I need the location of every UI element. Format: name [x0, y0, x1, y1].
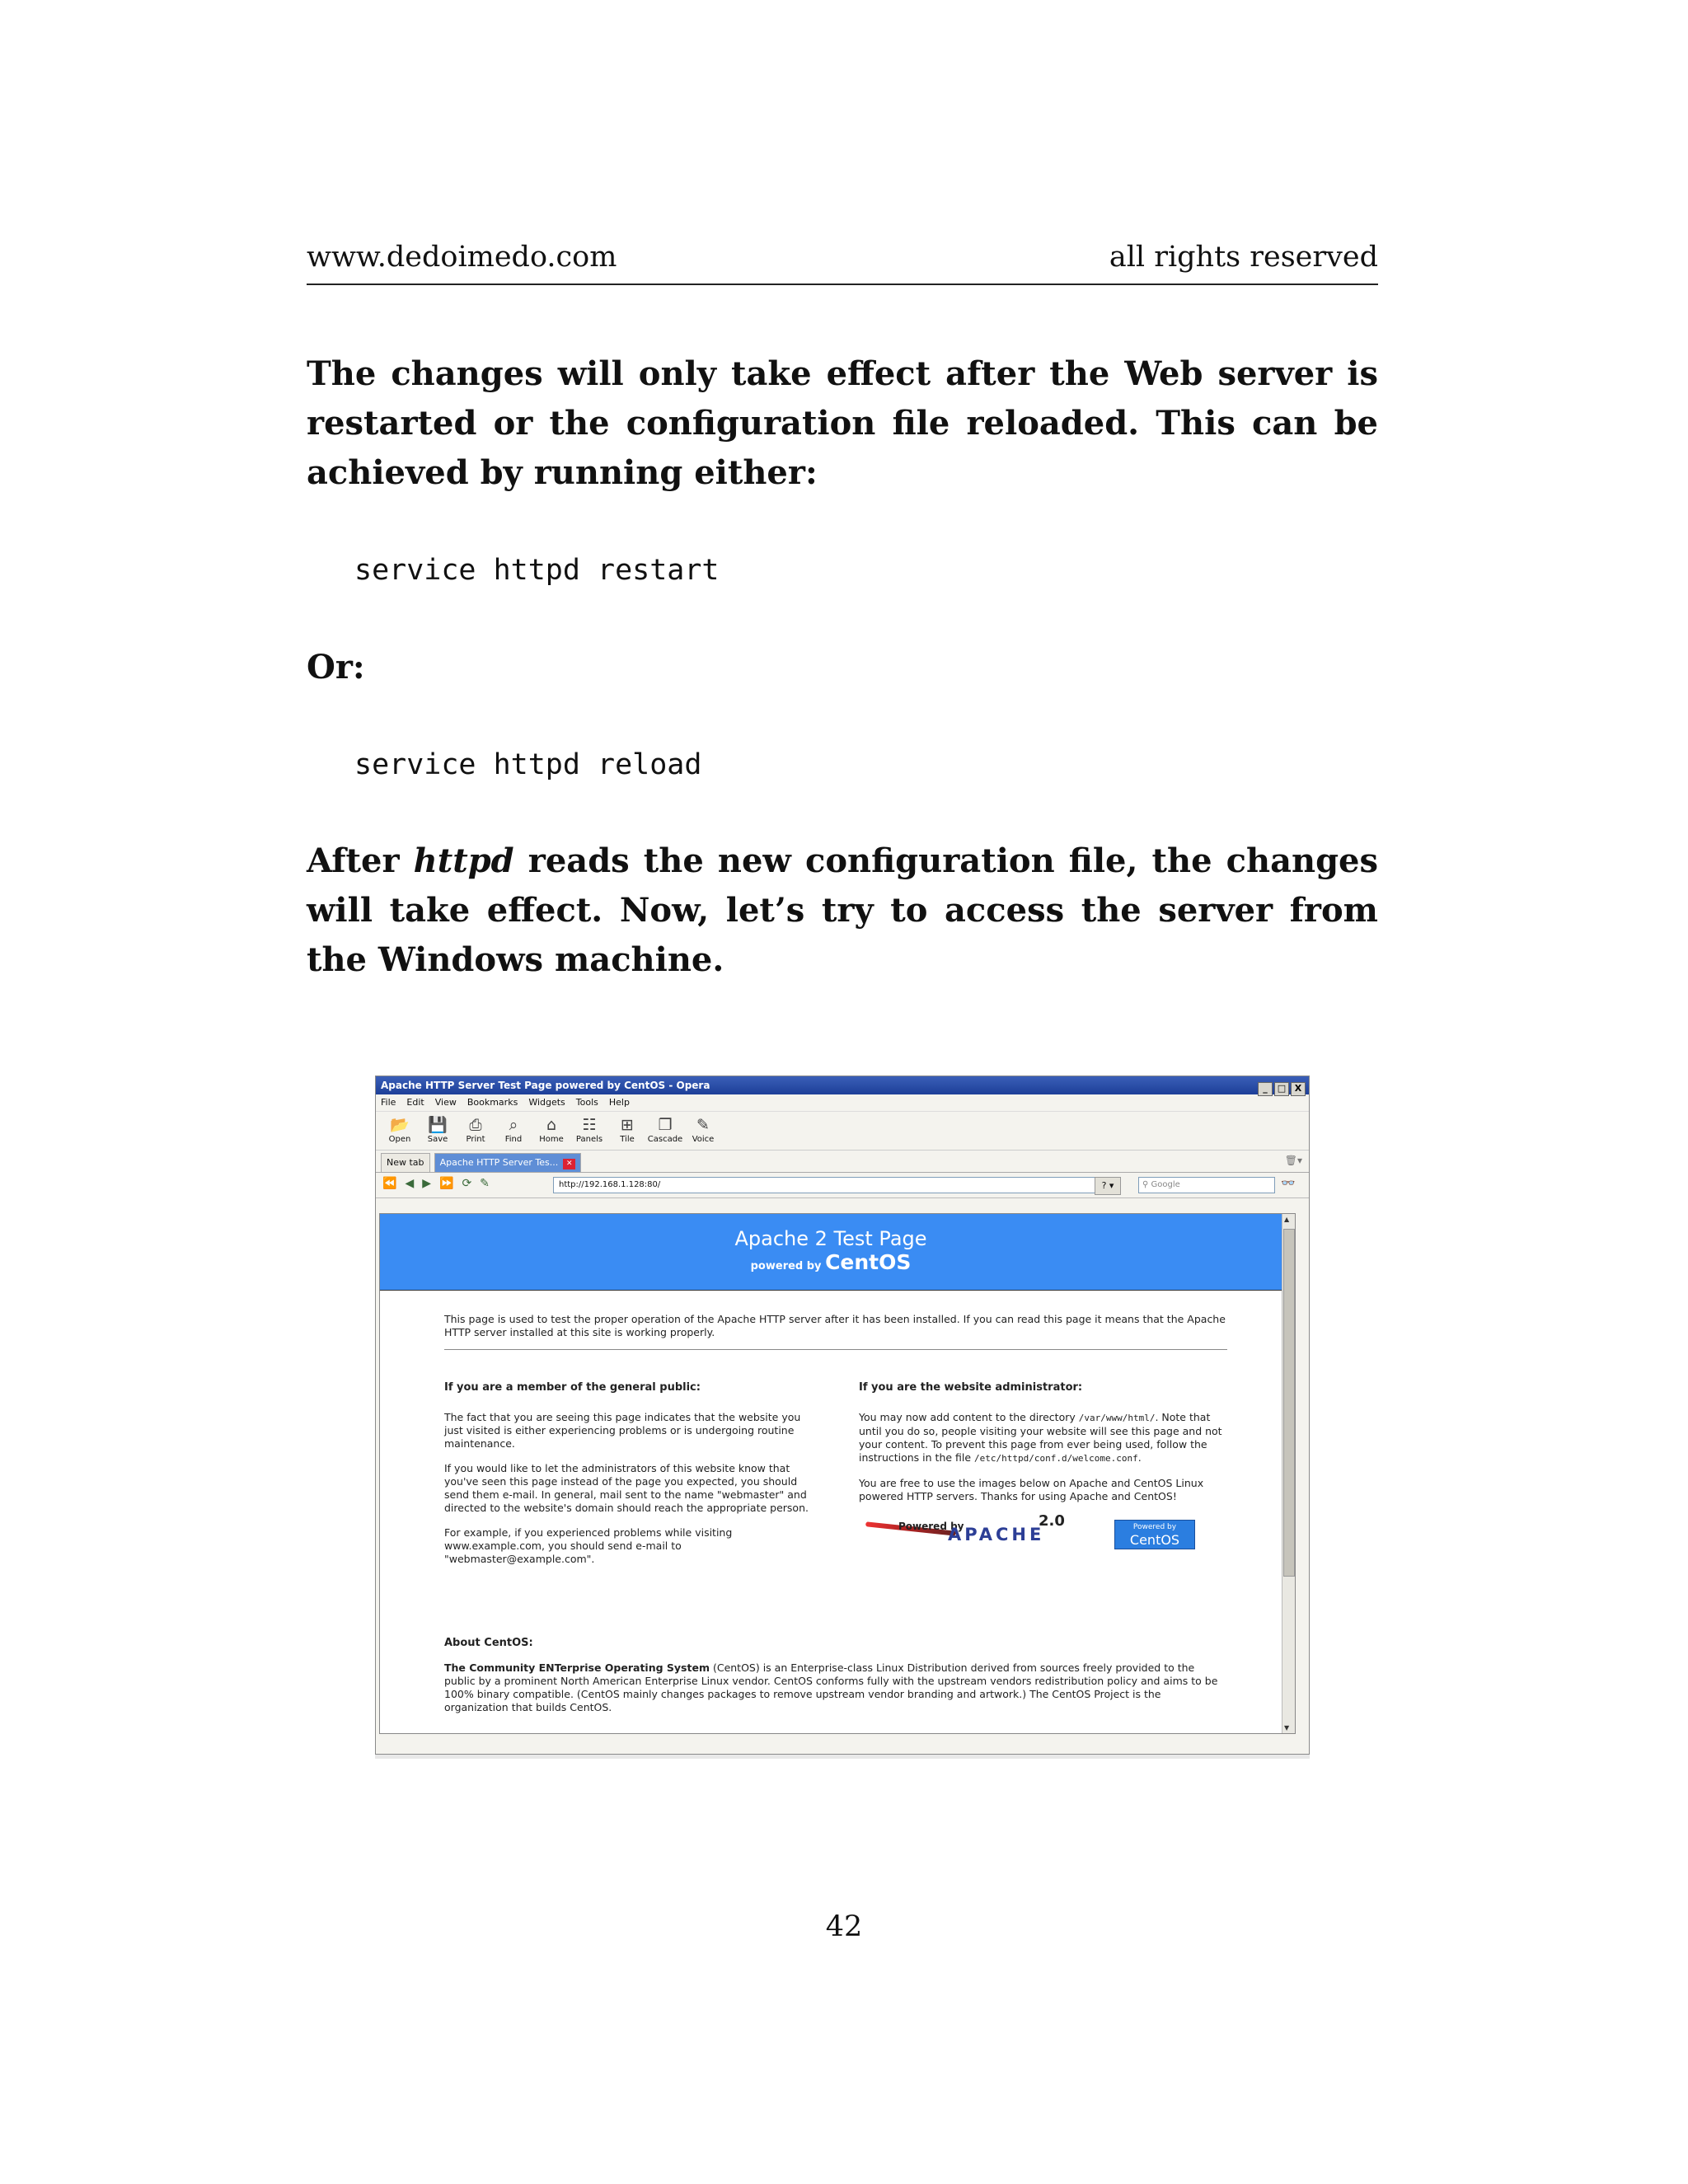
open-label: Open	[388, 1135, 411, 1144]
test-page-banner	[380, 1214, 1282, 1291]
menu-help[interactable]: Help	[608, 1097, 630, 1108]
paragraph-after	[307, 837, 1378, 985]
apache-name: APACHE	[948, 1525, 1045, 1544]
find-label: Find	[504, 1135, 523, 1144]
apache-version: 2.0	[1039, 1512, 1065, 1530]
open-button[interactable]	[381, 1115, 419, 1144]
admin-p1-a: You may now add content to the directory	[859, 1411, 1079, 1423]
apache-powered: Powered by	[898, 1521, 964, 1532]
cascade-icon: ❐	[658, 1116, 673, 1134]
apache-badge	[865, 1512, 1088, 1548]
admin-p2: You are free to use the images below on Apache and CentOS Linux powered HTTP servers. Thanks for using Apache and CentOS!	[859, 1477, 1204, 1502]
rewind-icon[interactable]: ⏪	[382, 1177, 397, 1190]
admin-path-html: /var/www/html/	[1078, 1413, 1156, 1423]
tab-apache-label: Apache HTTP Server Tes...	[439, 1157, 559, 1168]
search-placeholder: Google	[1151, 1180, 1180, 1189]
save-label: Save	[427, 1135, 448, 1144]
browser-screenshot	[375, 1076, 1310, 1755]
banner-powered: powered by	[750, 1260, 822, 1272]
trash-icon[interactable]: 🗑▾	[1284, 1155, 1302, 1166]
magnifier-icon: ⌕	[509, 1116, 518, 1134]
scroll-thumb[interactable]	[1283, 1229, 1295, 1577]
paragraph-or: Or:	[307, 648, 365, 687]
vertical-scrollbar[interactable]	[1282, 1214, 1295, 1733]
public-p1: The fact that you are seeing this page indicates that the website you just visited is either experiencing problems or is undergoing routine maintenance.	[444, 1411, 801, 1450]
folder-icon: 📂	[390, 1116, 410, 1134]
admin-column	[859, 1381, 1226, 1548]
centos-name: CentOS	[1129, 1532, 1180, 1548]
header-rights: all rights reserved	[1109, 241, 1378, 274]
menu-tools[interactable]: Tools	[575, 1097, 598, 1108]
scroll-up-icon[interactable]: ▲	[1284, 1216, 1290, 1223]
about-heading: About CentOS:	[444, 1637, 533, 1649]
menu-bar	[376, 1094, 1309, 1112]
menu-edit[interactable]: Edit	[406, 1097, 424, 1108]
window-title: Apache HTTP Server Test Page powered by CentOS - Opera	[381, 1080, 710, 1091]
floppy-icon: 💾	[428, 1116, 448, 1134]
public-heading: If you are a member of the general public:	[444, 1381, 701, 1394]
badge-row	[859, 1512, 1226, 1548]
url-input[interactable]: http://192.168.1.128:80/	[553, 1177, 1099, 1193]
header-site: www.dedoimedo.com	[307, 241, 617, 274]
print-button[interactable]	[457, 1115, 495, 1144]
page-number: 42	[825, 1910, 863, 1943]
voice-label: Voice	[692, 1135, 715, 1144]
menu-file[interactable]: File	[381, 1097, 396, 1108]
intro-text: This page is used to test the proper operation of the Apache HTTP server after it has been installed. If you can read this page it means that the Apache HTTP server installed at this site is working properly.	[444, 1313, 1227, 1350]
search-input[interactable]	[1138, 1177, 1275, 1193]
about-section	[444, 1637, 1227, 1714]
close-button[interactable]: X	[1291, 1082, 1306, 1096]
banner-title: Apache 2 Test Page	[734, 1227, 927, 1250]
code-restart: service httpd restart	[354, 554, 720, 587]
banner-subtitle	[380, 1250, 1282, 1274]
page-content	[444, 1313, 1227, 1714]
panels-icon: ☷	[582, 1116, 597, 1134]
httpd-italic: httpd	[413, 841, 514, 880]
panels-button[interactable]	[570, 1115, 608, 1144]
code-reload: service httpd reload	[354, 748, 702, 781]
home-icon: ⌂	[546, 1116, 557, 1134]
centos-powered: Powered by	[1132, 1523, 1177, 1531]
admin-p1-b: . Note that until you do so, people visiting your website will see this page and not your content. To prevent this page from ever being used, follow the instructions in the file	[859, 1411, 1222, 1464]
minimize-button[interactable]: _	[1258, 1082, 1273, 1096]
url-help-dropdown[interactable]: ? ▾	[1095, 1177, 1121, 1195]
voice-button[interactable]	[684, 1115, 722, 1144]
running-header	[307, 241, 1378, 285]
reload-icon[interactable]: ⟳	[462, 1177, 472, 1190]
page-viewport	[379, 1213, 1296, 1734]
address-bar	[376, 1173, 1309, 1198]
tile-label: Tile	[620, 1135, 635, 1144]
toolbar	[376, 1112, 1309, 1151]
menu-view[interactable]: View	[434, 1097, 457, 1108]
admin-path-welcome: /etc/httpd/conf.d/welcome.conf	[974, 1453, 1138, 1464]
public-p3: For example, if you experienced problems while visiting www.example.com, you should send e-mail to "webmaster@example.com".	[444, 1526, 733, 1565]
find-button[interactable]	[495, 1115, 532, 1144]
forward-icon[interactable]: ▶	[422, 1177, 431, 1190]
close-tab-icon[interactable]: ✕	[563, 1159, 575, 1169]
cascade-label: Cascade	[647, 1135, 683, 1144]
admin-heading: If you are the website administrator:	[859, 1381, 1083, 1394]
centos-badge	[1114, 1520, 1195, 1549]
voice-icon: ✎	[696, 1116, 710, 1134]
menu-bookmarks[interactable]: Bookmarks	[467, 1097, 518, 1108]
public-p2: If you would like to let the administrators of this website know that you've seen this page instead of the page you expected, you should send them e-mail. In general, mail sent to the name "webmaster" and directed to the website's domain should reach the appropriate person.	[444, 1462, 809, 1514]
printer-icon: ⎙	[469, 1116, 482, 1134]
panels-label: Panels	[575, 1135, 603, 1144]
wand-icon[interactable]: ✎	[480, 1177, 490, 1190]
window-buttons	[1256, 1079, 1306, 1097]
para2-before: After	[307, 841, 414, 880]
back-icon[interactable]: ◀	[405, 1177, 415, 1190]
save-button[interactable]	[419, 1115, 457, 1144]
banner-brand: CentOS	[825, 1250, 912, 1274]
home-label: Home	[539, 1135, 564, 1144]
window-titlebar	[376, 1076, 1309, 1094]
cascade-button[interactable]	[646, 1115, 684, 1144]
admin-p1	[859, 1411, 1226, 1465]
search-icon: ⚲	[1142, 1180, 1151, 1189]
info-columns	[444, 1381, 1227, 1604]
tab-bar	[376, 1151, 1309, 1173]
nav-buttons	[382, 1177, 498, 1190]
menu-widgets[interactable]: Widgets	[528, 1097, 565, 1108]
about-bold: The Community ENTerprise Operating System	[444, 1661, 710, 1674]
paragraph-restart: The changes will only take effect after the Web server is restarted or the configuration file reloaded. This can be achieved by running either:	[307, 354, 1378, 492]
about-rest: (CentOS) is an Enterprise-class Linux Distribution derived from sources freely provided to the public by a prominent North American Enterprise Linux vendor. CentOS conforms fully with the upstream vendors redistribution policy and aims to be 100% binary compatible. (CentOS mainly changes packages to remove upstream vendor branding and artwork.) The CentOS Project is the organization that builds CentOS.	[444, 1661, 1218, 1713]
para2-after: reads the new configuration file, the changes will take effect. Now, let’s try to access the server from the Windows machine.	[307, 841, 1379, 979]
admin-p1-c: .	[1137, 1451, 1142, 1464]
public-column	[444, 1381, 811, 1577]
fast-forward-icon[interactable]: ⏩	[439, 1177, 454, 1190]
about-text	[444, 1661, 1227, 1714]
tab-apache[interactable]	[434, 1153, 582, 1172]
scroll-down-icon[interactable]: ▼	[1284, 1724, 1290, 1732]
new-tab-button[interactable]: New tab	[381, 1153, 430, 1172]
tile-icon: ⊞	[621, 1116, 634, 1134]
tile-button[interactable]	[608, 1115, 646, 1144]
maximize-button[interactable]: □	[1274, 1082, 1289, 1096]
print-label: Print	[466, 1135, 485, 1144]
glasses-icon[interactable]: 👓	[1281, 1177, 1296, 1190]
home-button[interactable]	[532, 1115, 570, 1144]
